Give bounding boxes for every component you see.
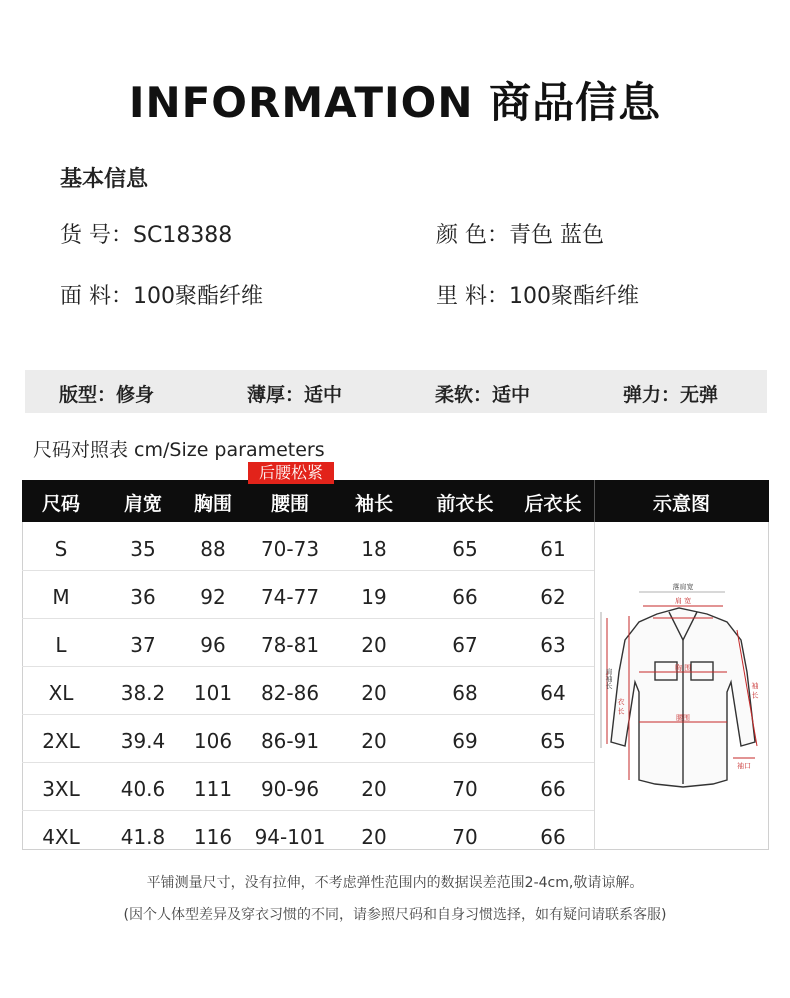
- diagram-label-cuff: 袖口: [737, 762, 751, 770]
- table-cell: M: [52, 585, 70, 609]
- table-cell: 35: [130, 537, 156, 561]
- table-cell: 41.8: [120, 825, 166, 849]
- table-cell: XL: [48, 681, 74, 705]
- table-cell: 62: [540, 585, 566, 609]
- table-cell: 38.2: [120, 681, 166, 705]
- table-cell: 88: [200, 537, 226, 561]
- header-size: 尺码: [41, 493, 80, 515]
- table-cell: 3XL: [42, 777, 80, 801]
- table-cell: 101: [193, 681, 233, 705]
- diagram-label-drop-shoulder: 落肩宽: [672, 583, 694, 591]
- table-row: [22, 813, 594, 861]
- elasticity-attribute: 弹力：无弹: [623, 384, 719, 406]
- row-divider: [22, 570, 594, 571]
- table-cell: 69: [452, 729, 478, 753]
- table-cell: 70: [452, 777, 478, 801]
- table-row: [22, 573, 594, 621]
- table-cell: 74-77: [260, 585, 320, 609]
- table-cell: 40.6: [120, 777, 166, 801]
- table-cell: 68: [452, 681, 478, 705]
- table-cell: 66: [540, 777, 566, 801]
- softness-attribute: 柔软：适中: [435, 384, 531, 406]
- waist-elastic-tag: 后腰松紧: [248, 462, 334, 484]
- header-waist: 腰围: [270, 493, 309, 515]
- header-diagram: 示意图: [652, 493, 710, 515]
- table-cell: 82-86: [260, 681, 320, 705]
- table-cell: 66: [540, 825, 566, 849]
- header-sleeve: 袖长: [354, 493, 393, 515]
- table-cell: 67: [452, 633, 478, 657]
- table-cell: 18: [361, 537, 387, 561]
- table-cell: 86-91: [260, 729, 320, 753]
- row-divider: [22, 618, 594, 619]
- header-shoulder: 肩宽: [123, 493, 162, 515]
- measurement-diagram: [594, 522, 770, 850]
- header-front-length: 前衣长: [436, 493, 494, 515]
- size-table-header: [22, 480, 769, 522]
- fit-advice-note: (因个人体型差异及穿衣习惯的不同，请参照尺码和自身习惯选择，如有疑问请联系客服): [123, 907, 667, 923]
- row-divider: [22, 762, 594, 763]
- row-divider: [22, 714, 594, 715]
- header-chest: 胸围: [193, 493, 232, 515]
- diagram-label-shoulder: 肩 宽: [674, 597, 692, 605]
- row-divider: [22, 666, 594, 667]
- table-cell: 19: [361, 585, 387, 609]
- lining-value: 里 料：100聚酯纤维: [436, 284, 639, 309]
- fabric-value: 面 料：100聚酯纤维: [60, 284, 263, 309]
- table-cell: 106: [193, 729, 233, 753]
- size-table-title: 尺码对照表 cm/Size parameters: [33, 439, 325, 461]
- table-row: [22, 765, 594, 813]
- page-title: INFORMATION 商品信息: [128, 78, 662, 127]
- header-back-length: 后衣长: [524, 493, 582, 515]
- table-row: [22, 669, 594, 717]
- attribute-band: [25, 370, 767, 413]
- table-cell: 65: [452, 537, 478, 561]
- diagram-label-length: 衣 长: [617, 698, 625, 715]
- table-cell: 70-73: [260, 537, 320, 561]
- diagram-label-waist: 腰围: [676, 714, 690, 722]
- table-cell: 116: [193, 825, 233, 849]
- table-cell: 20: [361, 825, 387, 849]
- color-value: 颜 色：青色 蓝色: [436, 223, 604, 248]
- table-cell: 4XL: [42, 825, 80, 849]
- diagram-label-sleeve: 袖 长: [751, 682, 759, 699]
- table-row: [22, 525, 594, 573]
- shirt-diagram-icon: [595, 522, 770, 850]
- table-cell: 65: [540, 729, 566, 753]
- table-cell: 20: [361, 681, 387, 705]
- table-cell: 66: [452, 585, 478, 609]
- table-cell: 92: [200, 585, 226, 609]
- diagram-label-chest: 胸 围: [674, 664, 692, 672]
- table-cell: 64: [540, 681, 566, 705]
- table-cell: 90-96: [260, 777, 320, 801]
- table-cell: 63: [540, 633, 566, 657]
- thickness-attribute: 薄厚：适中: [247, 384, 343, 406]
- diagram-label-shoulder-sleeve: 肩袖长: [605, 668, 613, 689]
- measurement-note: 平铺测量尺寸，没有拉伸，不考虑弹性范围内的数据误差范围2-4cm,敬请谅解。: [146, 875, 644, 891]
- header-divider: [594, 480, 595, 522]
- basic-info-heading: 基本信息: [60, 167, 149, 192]
- table-cell: S: [54, 537, 68, 561]
- table-row: [22, 717, 594, 765]
- table-row: [22, 621, 594, 669]
- table-cell: 61: [540, 537, 566, 561]
- table-cell: 96: [200, 633, 226, 657]
- table-cell: 94-101: [254, 825, 326, 849]
- table-cell: 39.4: [120, 729, 166, 753]
- table-cell: 20: [361, 729, 387, 753]
- table-cell: 2XL: [42, 729, 80, 753]
- table-cell: 20: [361, 777, 387, 801]
- table-cell: 70: [452, 825, 478, 849]
- table-cell: 111: [193, 777, 233, 801]
- table-cell: 78-81: [260, 633, 320, 657]
- item-number: 货 号：SC18388: [60, 223, 233, 248]
- table-cell: 20: [361, 633, 387, 657]
- table-cell: 36: [130, 585, 156, 609]
- table-cell: L: [55, 633, 67, 657]
- row-divider: [22, 810, 594, 811]
- table-cell: 37: [130, 633, 156, 657]
- fit-attribute: 版型：修身: [59, 384, 155, 406]
